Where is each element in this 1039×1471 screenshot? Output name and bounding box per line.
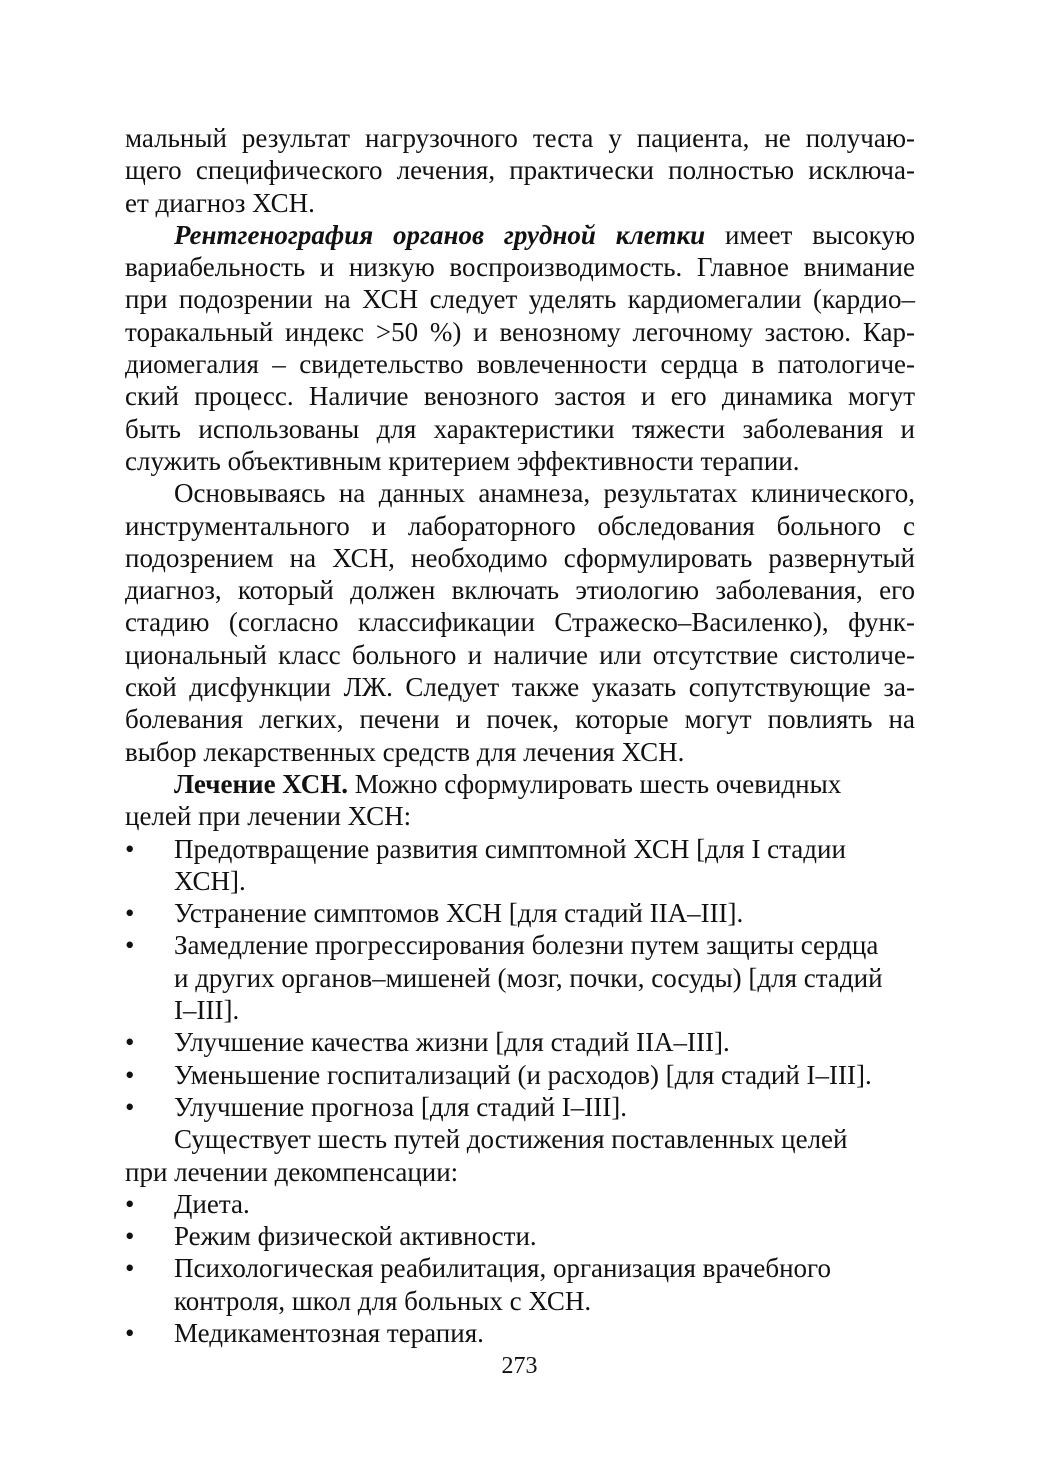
text-line: при лечении декомпенсации: — [125, 1156, 459, 1187]
bullet-icon: • — [125, 1059, 135, 1090]
bullet-icon: • — [125, 898, 135, 929]
text-line: болевания легких, печени и почек, которые могут повлиять на — [125, 704, 915, 735]
list-item-text: Замедление прогрессирования болезни путем защиты сердца — [174, 930, 879, 961]
text-line: Основываясь на данных анамнеза, результатах клинического, — [174, 478, 915, 509]
list-item-text: Диета. — [174, 1188, 250, 1219]
text-line: при подозрении на ХСН следует уделять кардиомегалии (кардио– — [125, 284, 915, 315]
text-line: быть использованы для характеристики тяжести заболевания и — [125, 413, 915, 444]
list-item — [125, 1188, 915, 1220]
bullet-icon: • — [125, 1317, 135, 1348]
text-line: стадию (согласно классификации Стражеско–Василенко), функ- — [125, 607, 915, 638]
text-line: торакальный индекс >50 %) и венозному легочному застою. Кар- — [125, 316, 915, 347]
text-line: целей при лечении ХСН: — [125, 801, 412, 832]
text-line: вариабельность и низкую воспроизводимость. Главное внимание — [125, 252, 915, 283]
list-item — [125, 1059, 915, 1091]
list-item-continuation: контроля, школ для больных с ХСН. — [174, 1285, 592, 1316]
page-number: 273 — [501, 1353, 538, 1379]
text-line: диомегалия – свидетельство вовлеченности сердца в патологиче- — [125, 349, 915, 380]
section-term: Рентгенография органов грудной клетки — [174, 219, 706, 250]
list-item — [125, 1091, 915, 1123]
text-line: ский процесс. Наличие венозного застоя и его динамика могут — [125, 381, 915, 412]
bullet-icon: • — [125, 1091, 135, 1122]
list-item-text: Медикаментозная терапия. — [174, 1317, 484, 1348]
body-text — [125, 122, 915, 1349]
text-line: щего специфического лечения, практически полностью исключа- — [125, 155, 915, 186]
list-item-text: Психологическая реабилитация, организация врачебного — [174, 1253, 831, 1284]
list-item-text: Улучшение прогноза [для стадий I–III]. — [174, 1091, 627, 1122]
list-item-continuation: и других органов–мишеней (мозг, почки, сосуды) [для стадий — [174, 962, 883, 993]
section-heading: Лечение ХСН. — [174, 768, 349, 799]
list-item-text: Режим физической активности. — [174, 1221, 537, 1252]
list-item — [125, 1252, 915, 1284]
text-line: ет диагноз ХСН. — [125, 187, 315, 218]
list-item — [125, 833, 915, 865]
list-item — [125, 1317, 915, 1349]
bullet-icon: • — [125, 1188, 135, 1219]
text-line — [125, 219, 915, 251]
list-item — [125, 1220, 915, 1252]
text-fragment: Можно сформулировать шесть очевидных — [348, 768, 842, 799]
text-line: мальный результат нагрузочного теста у пациента, не получаю- — [125, 123, 915, 153]
bullet-icon: • — [125, 1253, 135, 1284]
list-item-text: Уменьшение госпитализаций (и расходов) [для стадий I–III]. — [174, 1059, 872, 1090]
list-item-text: Устранение симптомов ХСН [для стадий IIА–III]. — [174, 898, 744, 929]
list-item-text: Предотвращение развития симптомной ХСН [для I стадии — [174, 833, 846, 864]
bullet-icon: • — [125, 833, 135, 864]
bullet-icon: • — [125, 930, 135, 961]
bullet-icon: • — [125, 1027, 135, 1058]
text-fragment: имеет высокую — [725, 219, 916, 250]
list-item-continuation: I–III]. — [174, 995, 240, 1026]
text-line — [125, 768, 915, 800]
list-item-continuation: ХСН]. — [174, 865, 246, 896]
text-line: ской дисфункции ЛЖ. Следует также указать сопутствующие за- — [125, 672, 915, 703]
list-item-text: Улучшение качества жизни [для стадий IIА–III]. — [174, 1027, 730, 1058]
text-line: Существует шесть путей достижения поставленных целей — [174, 1124, 848, 1155]
text-line: диагноз, который должен включать этиологию заболевания, его — [125, 575, 915, 606]
text-line: циональный класс больного и наличие или отсутствие систоличе- — [125, 639, 915, 670]
text-line: инструментального и лабораторного обследования больного с — [125, 510, 915, 541]
list-item — [125, 897, 915, 929]
text-line: служить объективным критерием эффективности терапии. — [125, 445, 800, 476]
bullet-icon: • — [125, 1221, 135, 1252]
text-line: подозрением на ХСН, необходимо сформулировать развернутый — [125, 542, 915, 573]
list-item — [125, 929, 915, 961]
list-item — [125, 1026, 915, 1058]
text-line: выбор лекарственных средств для лечения ХСН. — [125, 736, 685, 767]
